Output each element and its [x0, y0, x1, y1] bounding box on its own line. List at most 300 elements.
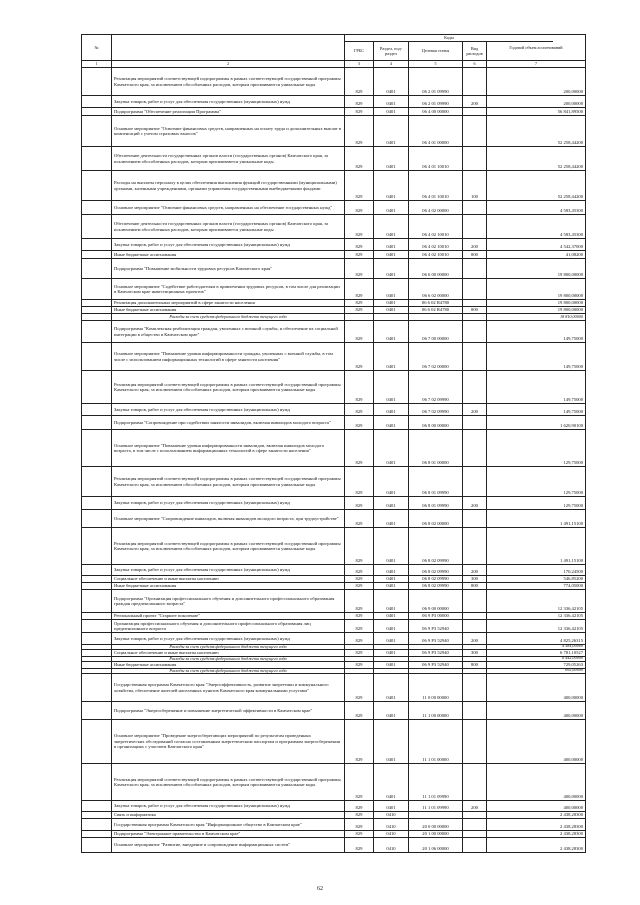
cell-vr: 200: [463, 239, 487, 250]
cell-sum: 400,00000: [563, 793, 583, 799]
cell-vr: 300: [463, 576, 487, 582]
cell-name: Подпрограмма "Обеспечение реализации Программы": [112, 108, 345, 115]
colnum-5: 5: [409, 61, 463, 67]
cell-sum: 56 841,89500: [557, 108, 583, 114]
table-row: [82, 838, 585, 853]
cell-name: Закупка товаров, работ и услуг для обеспечения государственных (муниципальных) нужд: [112, 565, 345, 575]
cell-vr: 200: [463, 497, 487, 509]
cell-num: [82, 321, 112, 342]
cell-csr: 06 4 02 00000: [409, 201, 463, 214]
cell-grbs: 829: [345, 565, 374, 575]
cell-name: Основное мероприятие "Сопровождение инвалидов, включая инвалидов молодого возраста, при трудоустройстве": [112, 510, 345, 527]
cell-name: Социальное обеспечение и иные выплаты населению: [112, 650, 345, 656]
table-row: [82, 279, 585, 300]
cell-name: Подпрограмма "Комплексная реабилитация граждан, уволенных с военной службы, и обеспечение их социальной интеграции в общество в Камчатском крае": [112, 321, 345, 342]
cell-rz: 0401: [374, 116, 409, 146]
table-row: [82, 215, 585, 239]
cell-sum: 1 491,15100: [560, 520, 583, 526]
cell-sum: 400,00000: [563, 712, 583, 718]
table-row: [82, 259, 585, 279]
cell-rz: 0410: [374, 838, 409, 852]
cell-rz: 0401: [374, 497, 409, 509]
cell-csr: 06 8 02 09990: [409, 565, 463, 575]
cell-num: [82, 371, 112, 403]
cell-name: Расходы за счет средств федерального бюджета текущего года: [112, 657, 345, 661]
cell-grbs: 829: [345, 613, 374, 619]
cell-num: [82, 812, 112, 818]
cell-rz: 0401: [374, 650, 409, 656]
cell-csr: 06 8 01 00000: [409, 430, 463, 466]
cell-sum: 729,05263: [563, 661, 583, 667]
cell-vr: [463, 831, 487, 837]
cell-grbs: 829: [345, 171, 374, 200]
cell-num: [82, 528, 112, 564]
cell-rz: 0401: [374, 404, 409, 415]
cell-sum: 52 258,44200: [557, 163, 583, 169]
cell-csr: 06 4 00 00000: [409, 108, 463, 115]
cell-num: [82, 307, 112, 313]
cell-vr: [463, 720, 487, 763]
cell-name: Государственная программа Камчатского края "Энергоэффективность, развитие энергетики и коммунального хозяйства, обеспечение жителей населенных пунктов Камчатского края коммунальными услугами": [112, 674, 345, 701]
cell-grbs: 829: [345, 702, 374, 719]
cell-rz: 0410: [374, 819, 409, 830]
cell-grbs: 829: [345, 720, 374, 763]
cell-grbs: 829: [345, 764, 374, 800]
cell-grbs: [345, 314, 374, 320]
cell-num: [82, 819, 112, 830]
cell-name: Подпрограмма "Энергосбережение и повышение энергетической эффективности в Камчатском крае": [112, 702, 345, 719]
cell-csr: 06 8 02 09990: [409, 528, 463, 564]
cell-num: [82, 416, 112, 429]
cell-num: [82, 657, 112, 661]
table-row: [82, 720, 585, 764]
cell-rz: 0401: [374, 307, 409, 313]
cell-vr: 200: [463, 633, 487, 644]
cell-rz: 0401: [374, 108, 409, 115]
cell-grbs: 829: [345, 321, 374, 342]
cell-csr: 06 4 02 10010: [409, 215, 463, 238]
cell-sum: 52 258,44200: [557, 193, 583, 199]
cell-sum: 4 583,45300: [560, 231, 583, 237]
cell-num: [82, 108, 112, 115]
table-row: [82, 201, 585, 215]
cell-sum: 12 336,42105: [557, 612, 583, 618]
cell-csr: 06 6 02 R4780: [409, 300, 463, 306]
table-header: [81, 34, 586, 60]
cell-grbs: 829: [345, 343, 374, 370]
table-row: [82, 674, 585, 702]
cell-vr: [463, 300, 487, 306]
cell-name: Реализация мероприятий соответствующей подпрограммы в рамках соответствующей государственной программы Камчатского края, за исключением обособленных расходов, которым присваиваются уникальные коды: [112, 528, 345, 564]
cell-rz: [374, 314, 409, 320]
cell-grbs: 829: [345, 201, 374, 214]
cell-num: [82, 96, 112, 107]
cell-rz: 0410: [374, 812, 409, 818]
cell-vr: 300: [463, 650, 487, 656]
cell-grbs: [345, 657, 374, 661]
cell-num: [82, 565, 112, 575]
cell-sum: 41,08200: [565, 251, 583, 257]
cell-name: Закупка товаров, работ и услуг для обеспечения государственных (муниципальных) нужд: [112, 801, 345, 811]
cell-sum: 19 800,00000: [557, 292, 583, 298]
table-row: [82, 528, 585, 565]
table-note-row: [82, 314, 585, 321]
table-row: [82, 620, 585, 633]
cell-name: Подпрограмма "Повышение мобильности трудовых ресурсов Камчатского края": [112, 259, 345, 278]
cell-num: [82, 251, 112, 258]
table-row: [82, 96, 585, 108]
cell-name: Иные бюджетные ассигнования: [112, 583, 345, 589]
colnum-7: 7: [535, 61, 537, 66]
table-row: [82, 371, 585, 404]
cell-name: Региональный проект "Старшее поколение": [112, 613, 345, 619]
header-codes-group: Коды: [345, 35, 553, 42]
cell-num: [82, 116, 112, 146]
table-row: [82, 650, 585, 657]
cell-num: [82, 590, 112, 612]
cell-num: [82, 147, 112, 170]
cell-grbs: 829: [345, 633, 374, 644]
cell-csr: 06 9 P3 52940: [409, 650, 463, 656]
cell-vr: [463, 108, 487, 115]
cell-sum: 1 491,15100: [560, 557, 583, 563]
cell-sum: 6 442,00000: [562, 654, 583, 660]
cell-vr: [463, 764, 487, 800]
cell-sum: 200,00000: [563, 88, 583, 94]
cell-sum: 4 583,45300: [560, 207, 583, 213]
table-row: [82, 116, 585, 147]
cell-rz: 0401: [374, 68, 409, 95]
table-row: [82, 300, 585, 307]
cell-csr: 06 4 01 00000: [409, 116, 463, 146]
page-number: 62: [317, 886, 323, 892]
table-row: [82, 819, 585, 831]
header-name: [112, 35, 345, 60]
cell-grbs: 829: [345, 583, 374, 589]
cell-rz: 0401: [374, 583, 409, 589]
cell-grbs: 829: [345, 108, 374, 115]
cell-rz: 0401: [374, 801, 409, 811]
column-number-row: [81, 60, 586, 68]
cell-vr: [463, 838, 487, 852]
table-row: [82, 251, 585, 259]
cell-csr: 11 1 00 00000: [409, 702, 463, 719]
table-row: [82, 147, 585, 171]
cell-num: [82, 201, 112, 214]
table-row: [82, 171, 585, 201]
cell-num: [82, 764, 112, 800]
header-target-article: Целевая статья: [409, 41, 463, 60]
cell-vr: [463, 371, 487, 403]
cell-name: Закупка товаров, работ и услуг для обеспечения государственных (муниципальных) нужд: [112, 497, 345, 509]
cell-num: [82, 838, 112, 852]
cell-num: [82, 613, 112, 619]
cell-name: Подпрограмма "Электронное правительство в Камчатском крае": [112, 831, 345, 837]
cell-rz: 0401: [374, 259, 409, 278]
cell-vr: 200: [463, 96, 487, 107]
cell-name: Реализация мероприятий соответствующей подпрограммы в рамках соответствующей государственной программы Камчатского края, за исключением обособленных расходов, которым присваиваются уникальные коды: [112, 371, 345, 403]
cell-grbs: 829: [345, 650, 374, 656]
cell-csr: 06 7 02 00000: [409, 343, 463, 370]
cell-vr: [463, 669, 487, 673]
table-row: [82, 404, 585, 416]
cell-name: Основное мероприятие "Повышение уровня информированности граждан, уволенных с военной службы, в том числе с использованием информационных технологий в сфере занятости населения": [112, 343, 345, 370]
cell-name: Основное мероприятие "Освоение финансовых средств, направленных на оплату труда и дополнительных выплат в компенсаций с учетом страховых взносов": [112, 116, 345, 146]
cell-vr: [463, 68, 487, 95]
cell-vr: [463, 702, 487, 719]
cell-csr: 06 8 02 09990: [409, 576, 463, 582]
cell-vr: [463, 116, 487, 146]
cell-sum: 12 336,42105: [557, 625, 583, 631]
cell-name: Основное мероприятие "Содействие работодателям в привлечении трудовых ресурсов, в том числе для реализации в Камчатском крае инвестиционных проектов": [112, 279, 345, 299]
cell-sum: 149,75000: [563, 396, 583, 402]
cell-num: [82, 404, 112, 415]
cell-grbs: 829: [345, 812, 374, 818]
cell-rz: 0401: [374, 321, 409, 342]
cell-vr: [463, 314, 487, 320]
cell-sum: 200,00000: [563, 100, 583, 106]
cell-rz: 0401: [374, 96, 409, 107]
header-annual-amount: Годовой объем ассигнований: [509, 45, 563, 50]
cell-num: [82, 720, 112, 763]
cell-csr: 20 0 00 00000: [409, 819, 463, 830]
cell-num: [82, 430, 112, 466]
cell-rz: 0401: [374, 662, 409, 668]
cell-rz: 0401: [374, 251, 409, 258]
cell-csr: [409, 812, 463, 818]
cell-csr: 11 1 01 00000: [409, 720, 463, 763]
cell-rz: 0401: [374, 720, 409, 763]
cell-csr: 06 7 02 09990: [409, 404, 463, 415]
cell-sum: 18 810,00000: [559, 313, 583, 319]
cell-num: [82, 633, 112, 644]
cell-num: [82, 239, 112, 250]
cell-vr: [463, 812, 487, 818]
cell-sum: 149,75000: [563, 335, 583, 341]
cell-rz: 0401: [374, 702, 409, 719]
cell-grbs: [345, 645, 374, 649]
cell-csr: [409, 657, 463, 661]
cell-sum: 400,00000: [563, 756, 583, 762]
cell-vr: [463, 645, 487, 649]
cell-num: [82, 279, 112, 299]
table-row: [82, 831, 585, 838]
cell-rz: 0401: [374, 171, 409, 200]
cell-grbs: 829: [345, 279, 374, 299]
cell-rz: 0401: [374, 510, 409, 527]
colnum-4: 4: [374, 61, 409, 67]
cell-num: [82, 620, 112, 632]
cell-rz: 0401: [374, 590, 409, 612]
cell-name: Основное мероприятие "Развитие, внедрение и сопровождение информационных систем": [112, 838, 345, 852]
cell-csr: 06 8 00 00000: [409, 416, 463, 429]
cell-grbs: 829: [345, 68, 374, 95]
cell-sum: 2 438,28300: [560, 830, 583, 836]
cell-vr: 800: [463, 251, 487, 258]
cell-name: Организация профессионального обучения и дополнительного профессионального образования лиц предпенсионного возраста: [112, 620, 345, 632]
colnum-2: 2: [112, 61, 345, 67]
cell-vr: [463, 343, 487, 370]
cell-rz: 0401: [374, 528, 409, 564]
cell-name: Расходы за счет средств федерального бюджета текущего года: [112, 669, 345, 673]
cell-sum: 4 584,00000: [562, 642, 583, 648]
cell-sum: 149,75000: [563, 408, 583, 414]
cell-num: [82, 259, 112, 278]
cell-sum: 12 336,42105: [557, 605, 583, 611]
budget-table: [81, 34, 586, 853]
table-row: [82, 583, 585, 590]
cell-name: Основное мероприятие "Проведение энергосберегающих мероприятий по результатам проведенных энергетических обследований согласно составленным энергетическим паспортам и программам энергосбережения в организациях с участием Камчатского края": [112, 720, 345, 763]
cell-name: Реализация мероприятий соответствующей подпрограммы в рамках соответствующей государственной программы Камчатского края, за исключением обособленных расходов, которым присваиваются уникальные коды: [112, 467, 345, 496]
cell-csr: 06 6 02 00000: [409, 279, 463, 299]
table-row: [82, 702, 585, 720]
table-row: [82, 510, 585, 528]
header-num: №: [82, 35, 112, 60]
cell-rz: 0401: [374, 371, 409, 403]
cell-grbs: 829: [345, 590, 374, 612]
table-row: [82, 565, 585, 576]
cell-csr: 06 8 01 09990: [409, 497, 463, 509]
cell-name: Иные бюджетные ассигнования: [112, 251, 345, 258]
cell-csr: 11 1 01 09990: [409, 801, 463, 811]
cell-vr: [463, 416, 487, 429]
cell-csr: 11 1 01 09990: [409, 764, 463, 800]
cell-num: [82, 215, 112, 238]
cell-num: [82, 68, 112, 95]
cell-grbs: 829: [345, 497, 374, 509]
cell-name: Расходы за счет средств федерального бюджета текущего года: [112, 645, 345, 649]
cell-csr: 06 2 01 09990: [409, 96, 463, 107]
cell-rz: 0401: [374, 279, 409, 299]
cell-grbs: 829: [345, 467, 374, 496]
table-row: [82, 343, 585, 371]
table-row: [82, 321, 585, 343]
cell-num: [82, 171, 112, 200]
cell-rz: 0401: [374, 613, 409, 619]
cell-sum: 52 258,44200: [557, 139, 583, 145]
cell-grbs: 829: [345, 259, 374, 278]
cell-vr: 800: [463, 662, 487, 668]
table-row: [82, 497, 585, 510]
cell-vr: [463, 657, 487, 661]
table-row: [82, 764, 585, 801]
cell-csr: 11 0 00 00000: [409, 674, 463, 701]
cell-name: Основное мероприятие "Повышение уровня информированности инвалидов, включая инвалидов молодого возраста, в том числе с использованием информационных технологий в сфере занятости населения": [112, 430, 345, 466]
cell-num: [82, 831, 112, 837]
cell-rz: 0401: [374, 201, 409, 214]
cell-grbs: 829: [345, 300, 374, 306]
cell-name: Обеспечение деятельности государственных органов власти (государственных органов) Камчатского края, за исключением обособленных расходов, которым присваиваются уникальные коды: [112, 215, 345, 238]
cell-grbs: 829: [345, 371, 374, 403]
cell-vr: [463, 321, 487, 342]
cell-rz: 0401: [374, 565, 409, 575]
cell-grbs: 829: [345, 430, 374, 466]
cell-sum: 4 825,26315: [560, 637, 583, 643]
cell-csr: 20 1 00 00000: [409, 831, 463, 837]
cell-num: [82, 300, 112, 306]
cell-grbs: 829: [345, 510, 374, 527]
table-row: [82, 662, 585, 669]
cell-vr: [463, 819, 487, 830]
cell-csr: 06 7 00 00000: [409, 321, 463, 342]
cell-num: [82, 583, 112, 589]
cell-csr: 06 8 02 00000: [409, 510, 463, 527]
table-row: [82, 812, 585, 819]
cell-name: Закупка товаров, работ и услуг для обеспечения государственных (муниципальных) нужд: [112, 633, 345, 644]
cell-csr: [409, 645, 463, 649]
cell-csr: 06 2 01 09990: [409, 68, 463, 95]
cell-sum: 129,75000: [563, 502, 583, 508]
cell-sum: 19 800,00000: [557, 271, 583, 277]
cell-grbs: 829: [345, 251, 374, 258]
cell-vr: 200: [463, 565, 487, 575]
cell-grbs: 829: [345, 528, 374, 564]
cell-sum: 149,75000: [563, 363, 583, 369]
cell-csr: 06 4 02 10010: [409, 251, 463, 258]
cell-grbs: 829: [345, 116, 374, 146]
cell-grbs: 829: [345, 147, 374, 170]
cell-csr: 06 6 02 R4780: [409, 307, 463, 313]
cell-rz: [374, 645, 409, 649]
cell-rz: 0401: [374, 147, 409, 170]
cell-name: Расходы за счет средств федерального бюджета текущего года: [112, 314, 345, 320]
cell-rz: 0401: [374, 416, 409, 429]
cell-vr: 100: [463, 171, 487, 200]
cell-rz: 0401: [374, 620, 409, 632]
cell-sum: 4 542,37000: [560, 243, 583, 249]
cell-sum: 6 781,10527: [560, 649, 583, 655]
cell-csr: 06 9 P3 52940: [409, 662, 463, 668]
cell-name: Закупка товаров, работ и услуг для обеспечения государственных (муниципальных) нужд: [112, 404, 345, 415]
cell-name: Иные бюджетные ассигнования: [112, 662, 345, 668]
cell-sum: 129,75000: [563, 459, 583, 465]
cell-num: [82, 343, 112, 370]
cell-sum: 129,75000: [563, 489, 583, 495]
cell-grbs: 829: [345, 831, 374, 837]
cell-num: [82, 497, 112, 509]
cell-csr: [409, 314, 463, 320]
cell-grbs: [345, 669, 374, 673]
cell-name: Закупка товаров, работ и услуг для обеспечения государственных (муниципальных) нужд: [112, 239, 345, 250]
cell-rz: 0401: [374, 239, 409, 250]
cell-rz: 0401: [374, 633, 409, 644]
cell-num: [82, 662, 112, 668]
cell-csr: 20 1 06 00000: [409, 838, 463, 852]
cell-vr: [463, 215, 487, 238]
cell-num: [82, 645, 112, 649]
cell-grbs: 829: [345, 96, 374, 107]
table-row: [82, 307, 585, 314]
cell-vr: [463, 467, 487, 496]
cell-name: Подпрограмма "Сопровождение при содействии занятости инвалидов, включая инвалидов молодого возраста": [112, 416, 345, 429]
cell-grbs: 829: [345, 620, 374, 632]
cell-csr: 06 9 P3 52940: [409, 633, 463, 644]
cell-name: Реализация мероприятий соответствующей подпрограммы в рамках соответствующей государственной программы Камчатского края, за исключением обособленных расходов, которым присваиваются уникальные коды: [112, 764, 345, 800]
cell-vr: 800: [463, 307, 487, 313]
cell-name: Основное мероприятие "Освоение финансовых средств, направленных на обеспечение государственных нужд": [112, 201, 345, 214]
cell-sum: 546,85200: [563, 575, 583, 581]
cell-name: Обеспечение деятельности государственных органов власти (государственных органов) Камчатского края, за исключением обособленных расходов, которым присваиваются уникальные коды: [112, 147, 345, 170]
cell-rz: [374, 657, 409, 661]
cell-csr: 06 9 P3 52940: [409, 620, 463, 632]
header-razdel: Раздел, под-раздел: [374, 41, 409, 60]
cell-rz: 0401: [374, 576, 409, 582]
cell-grbs: 829: [345, 215, 374, 238]
table-row: [82, 68, 585, 96]
cell-name: Закупка товаров, работ и услуг для обеспечения государственных (муниципальных) нужд: [112, 96, 345, 107]
cell-vr: [463, 147, 487, 170]
cell-num: [82, 314, 112, 320]
